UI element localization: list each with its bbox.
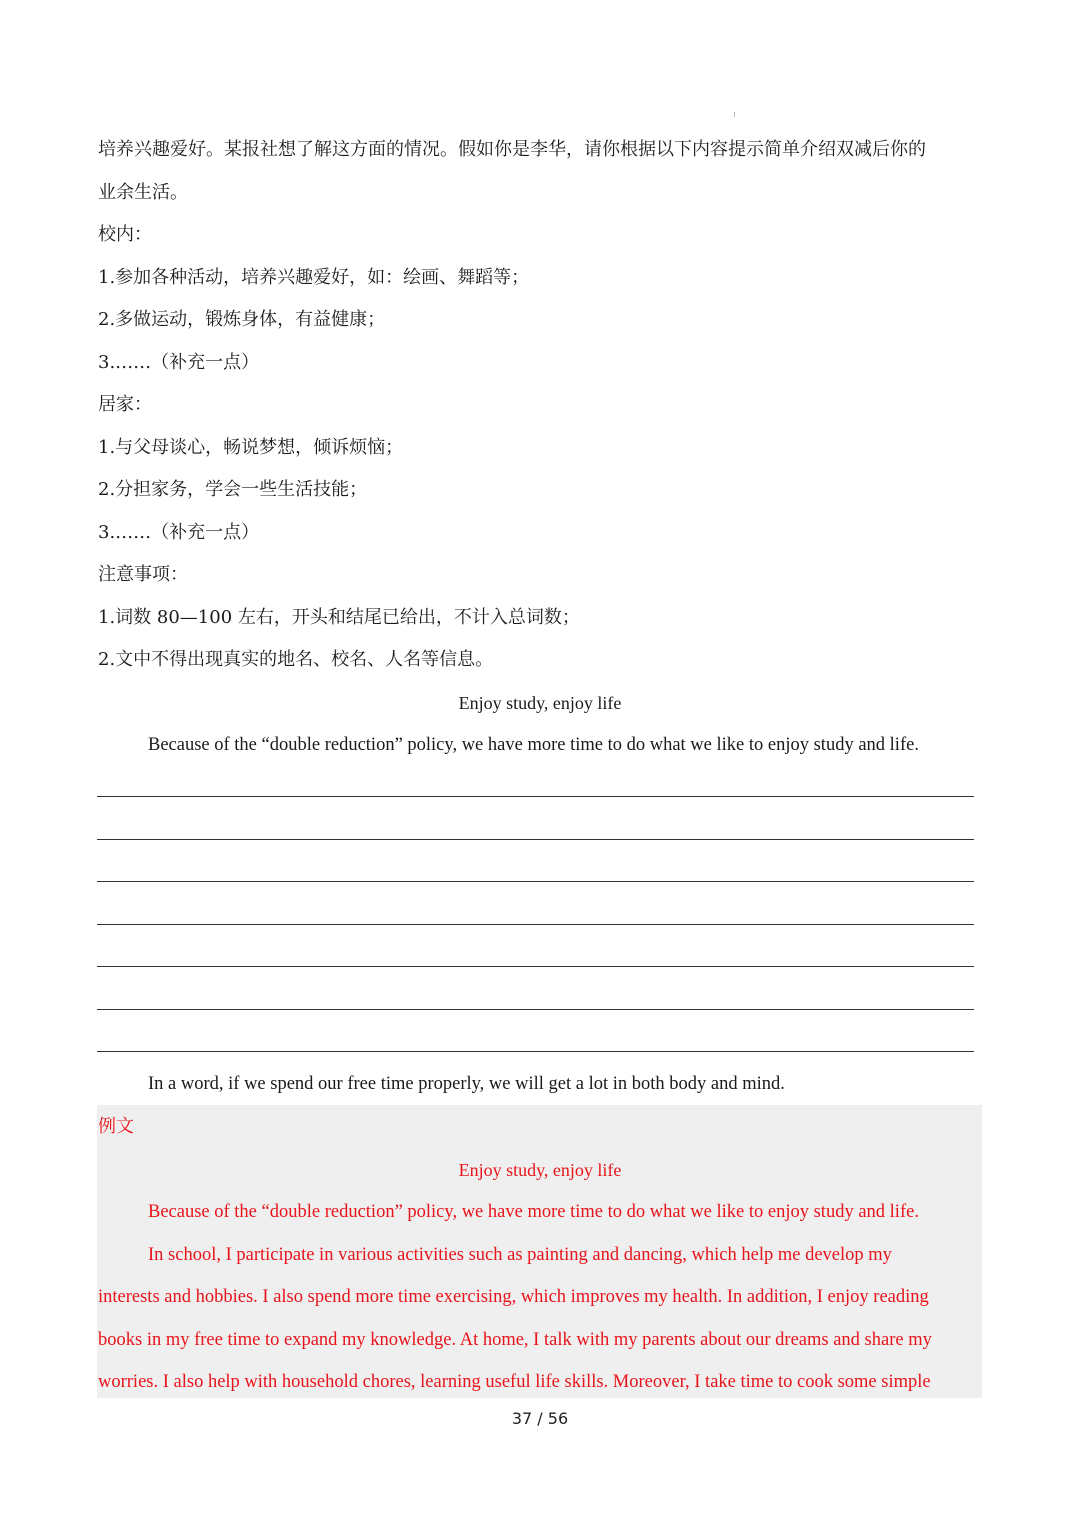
writing-line[interactable] xyxy=(97,966,974,967)
home-item-3: 3.……（补充一点） xyxy=(98,522,260,543)
notes-heading: 注意事项： xyxy=(98,564,188,585)
writing-line[interactable] xyxy=(97,1009,974,1010)
essay-title: Enjoy study, enjoy life xyxy=(458,693,622,713)
notes-item-1: 1.词数 80—100 左右，开头和结尾已给出，不计入总词数； xyxy=(98,607,580,628)
writing-line[interactable] xyxy=(97,924,974,925)
sample-label: 例文 xyxy=(98,1116,134,1137)
sample-line-4: books in my free time to expand my knowledge. At home, I talk with my parents about our dreams and share my xyxy=(98,1330,932,1350)
page-mark xyxy=(734,112,735,117)
writing-line[interactable] xyxy=(97,1051,974,1052)
school-item-1: 1.参加各种活动，培养兴趣爱好，如：绘画、舞蹈等； xyxy=(98,267,530,288)
sample-title: Enjoy study, enjoy life xyxy=(458,1160,622,1180)
writing-line[interactable] xyxy=(97,839,974,840)
school-heading: 校内： xyxy=(98,224,152,245)
essay-closing: In a word, if we spend our free time properly, we will get a lot in both body and mind. xyxy=(148,1074,785,1094)
notes-item-2: 2.文中不得出现真实的地名、校名、人名等信息。 xyxy=(98,649,494,670)
sample-line-3: interests and hobbies. I also spend more time exercising, which improves my health. In addition, I enjoy reading xyxy=(98,1287,929,1307)
home-heading: 居家： xyxy=(98,394,152,415)
writing-line[interactable] xyxy=(97,881,974,882)
school-item-2: 2.多做运动，锻炼身体，有益健康； xyxy=(98,309,386,330)
school-item-3: 3.……（补充一点） xyxy=(98,352,260,373)
writing-line[interactable] xyxy=(97,796,974,797)
home-item-1: 1.与父母谈心，畅说梦想，倾诉烦恼； xyxy=(98,437,404,458)
sample-line-1: Because of the “double reduction” policy, we have more time to do what we like to enjoy study and life. xyxy=(148,1202,919,1222)
essay-opening: Because of the “double reduction” policy, we have more time to do what we like to enjoy study and life. xyxy=(148,735,919,755)
home-item-2: 2.分担家务，学会一些生活技能； xyxy=(98,479,368,500)
page-number: 37 / 56 xyxy=(511,1409,569,1428)
sample-line-5: worries. I also help with household chores, learning useful life skills. Moreover, I take time to cook some simple xyxy=(98,1372,931,1392)
intro-line-2: 业余生活。 xyxy=(98,182,188,203)
intro-line-1: 培养兴趣爱好。某报社想了解这方面的情况。假如你是李华，请你根据以下内容提示简单介绍双减后你的 xyxy=(98,139,926,160)
sample-line-2: In school, I participate in various activities such as painting and dancing, which help me develop my xyxy=(148,1245,892,1265)
